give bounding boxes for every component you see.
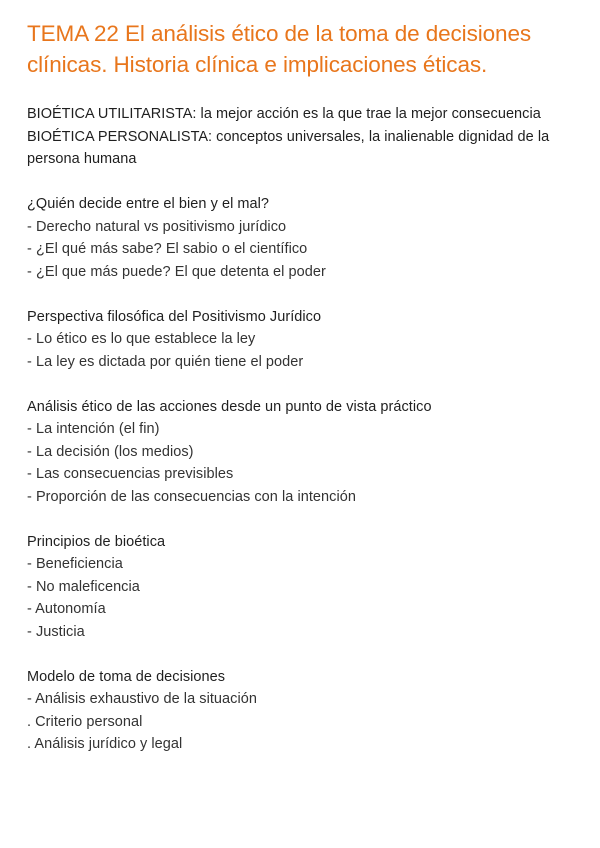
section-quien-decide — [27, 193, 573, 283]
section-principios — [27, 531, 573, 644]
section-heading: Análisis ético de las acciones desde un punto de vista práctico — [27, 398, 432, 415]
list-item: . Análisis jurídico y legal — [27, 736, 183, 752]
section-heading: Perspectiva filosófica del Positivismo Jurídico — [27, 308, 322, 325]
list-item: - Proporción de las consecuencias con la intención — [27, 488, 356, 505]
list-item: - Beneficiencia — [27, 556, 123, 572]
list-item: - Autonomía — [27, 601, 106, 617]
list-item: - Justicia — [27, 623, 85, 640]
list-item: - ¿El que más puede? El que detenta el poder — [27, 263, 326, 280]
list-item: - La intención (el fin) — [27, 421, 160, 437]
list-item: - Análisis exhaustivo de la situación — [27, 691, 257, 707]
list-item: - No maleficencia — [27, 578, 140, 595]
document-body — [27, 103, 573, 756]
definition-term: BIOÉTICA PERSONALISTA: — [27, 128, 213, 145]
document-title — [27, 18, 573, 80]
title-prefix: TEMA 22 — [27, 21, 119, 46]
list-item: - La decisión (los medios) — [27, 443, 194, 460]
list-item: - ¿El qué más sabe? El sabio o el científico — [27, 241, 308, 257]
definition-text: la mejor acción es la que trae la mejor consecuencia — [196, 106, 541, 122]
definitions-block — [27, 103, 573, 171]
list-item: - La ley es dictada por quién tiene el poder — [27, 353, 304, 370]
section-heading: Modelo de toma de decisiones — [27, 668, 226, 685]
list-item: - Lo ético es lo que establece la ley — [27, 331, 256, 347]
definition-term: BIOÉTICA UTILITARISTA: — [27, 106, 197, 122]
list-item: - Derecho natural vs positivismo jurídico — [27, 218, 287, 235]
section-heading: ¿Quién decide entre el bien y el mal? — [27, 196, 270, 212]
section-heading: Principios de bioética — [27, 533, 166, 550]
definition-text: conceptos universales, la inalienable dignidad de la persona humana — [27, 128, 550, 167]
section-analisis-etico — [27, 396, 573, 509]
list-item: . Criterio personal — [27, 713, 143, 730]
list-item: - Las consecuencias previsibles — [27, 466, 234, 482]
section-modelo — [27, 666, 573, 756]
title-text: El análisis ético de la toma de decisiones clínicas. Historia clínica e implicaciones éticas. — [27, 21, 532, 77]
definition-utilitarista — [27, 103, 573, 126]
section-positivismo — [27, 306, 573, 374]
definition-personalista — [27, 126, 573, 171]
